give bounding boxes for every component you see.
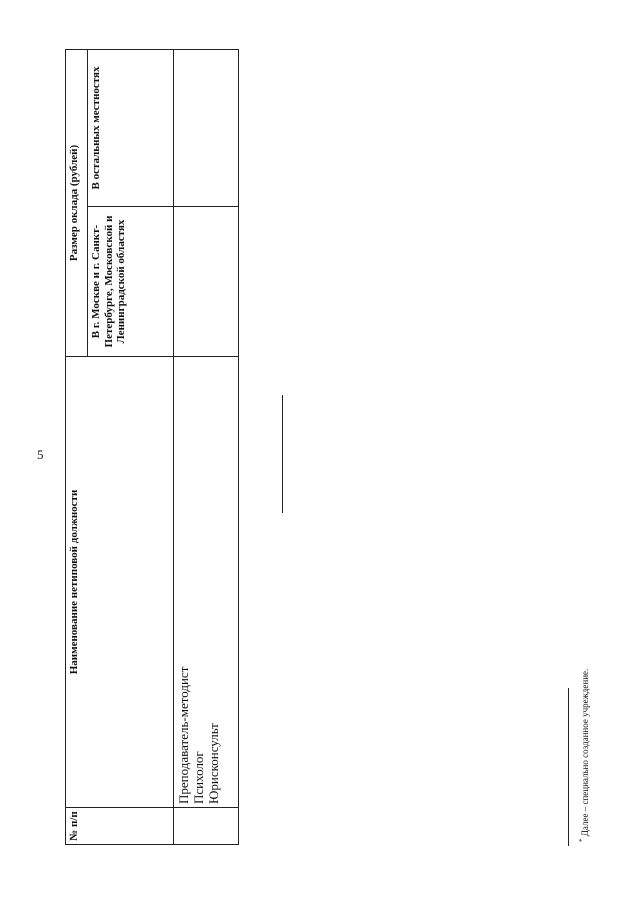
- footnote-marker: *: [578, 838, 586, 842]
- row-num-cell: [174, 808, 239, 845]
- header-num: № п/п: [66, 808, 174, 845]
- header-salary-group: Размер оклада (рублей): [66, 49, 88, 356]
- header-position: Наименование нетиповой должности: [66, 357, 174, 808]
- footnote-rule: [568, 688, 569, 846]
- header-salary-other: В остальных местностях: [88, 49, 174, 206]
- footnote-text: Далее – специально созданное учреждение.: [580, 668, 590, 837]
- position-item: Юрисконсульт: [206, 723, 221, 804]
- divider-line: [282, 395, 283, 513]
- footnote: [576, 622, 592, 842]
- salary-other-cell: [174, 49, 239, 206]
- page-number: 5: [37, 447, 44, 462]
- position-item: Преподаватель-методист: [176, 666, 191, 804]
- position-item: Психолог: [191, 751, 206, 804]
- salary-table: [65, 49, 239, 845]
- header-salary-moscow: В г. Москве и г. Санкт-Петербурге, Московской и Ленинградской областях: [88, 207, 174, 357]
- positions-cell: [174, 357, 239, 808]
- salary-table-rotated: [65, 50, 238, 845]
- salary-moscow-cell: [174, 207, 239, 357]
